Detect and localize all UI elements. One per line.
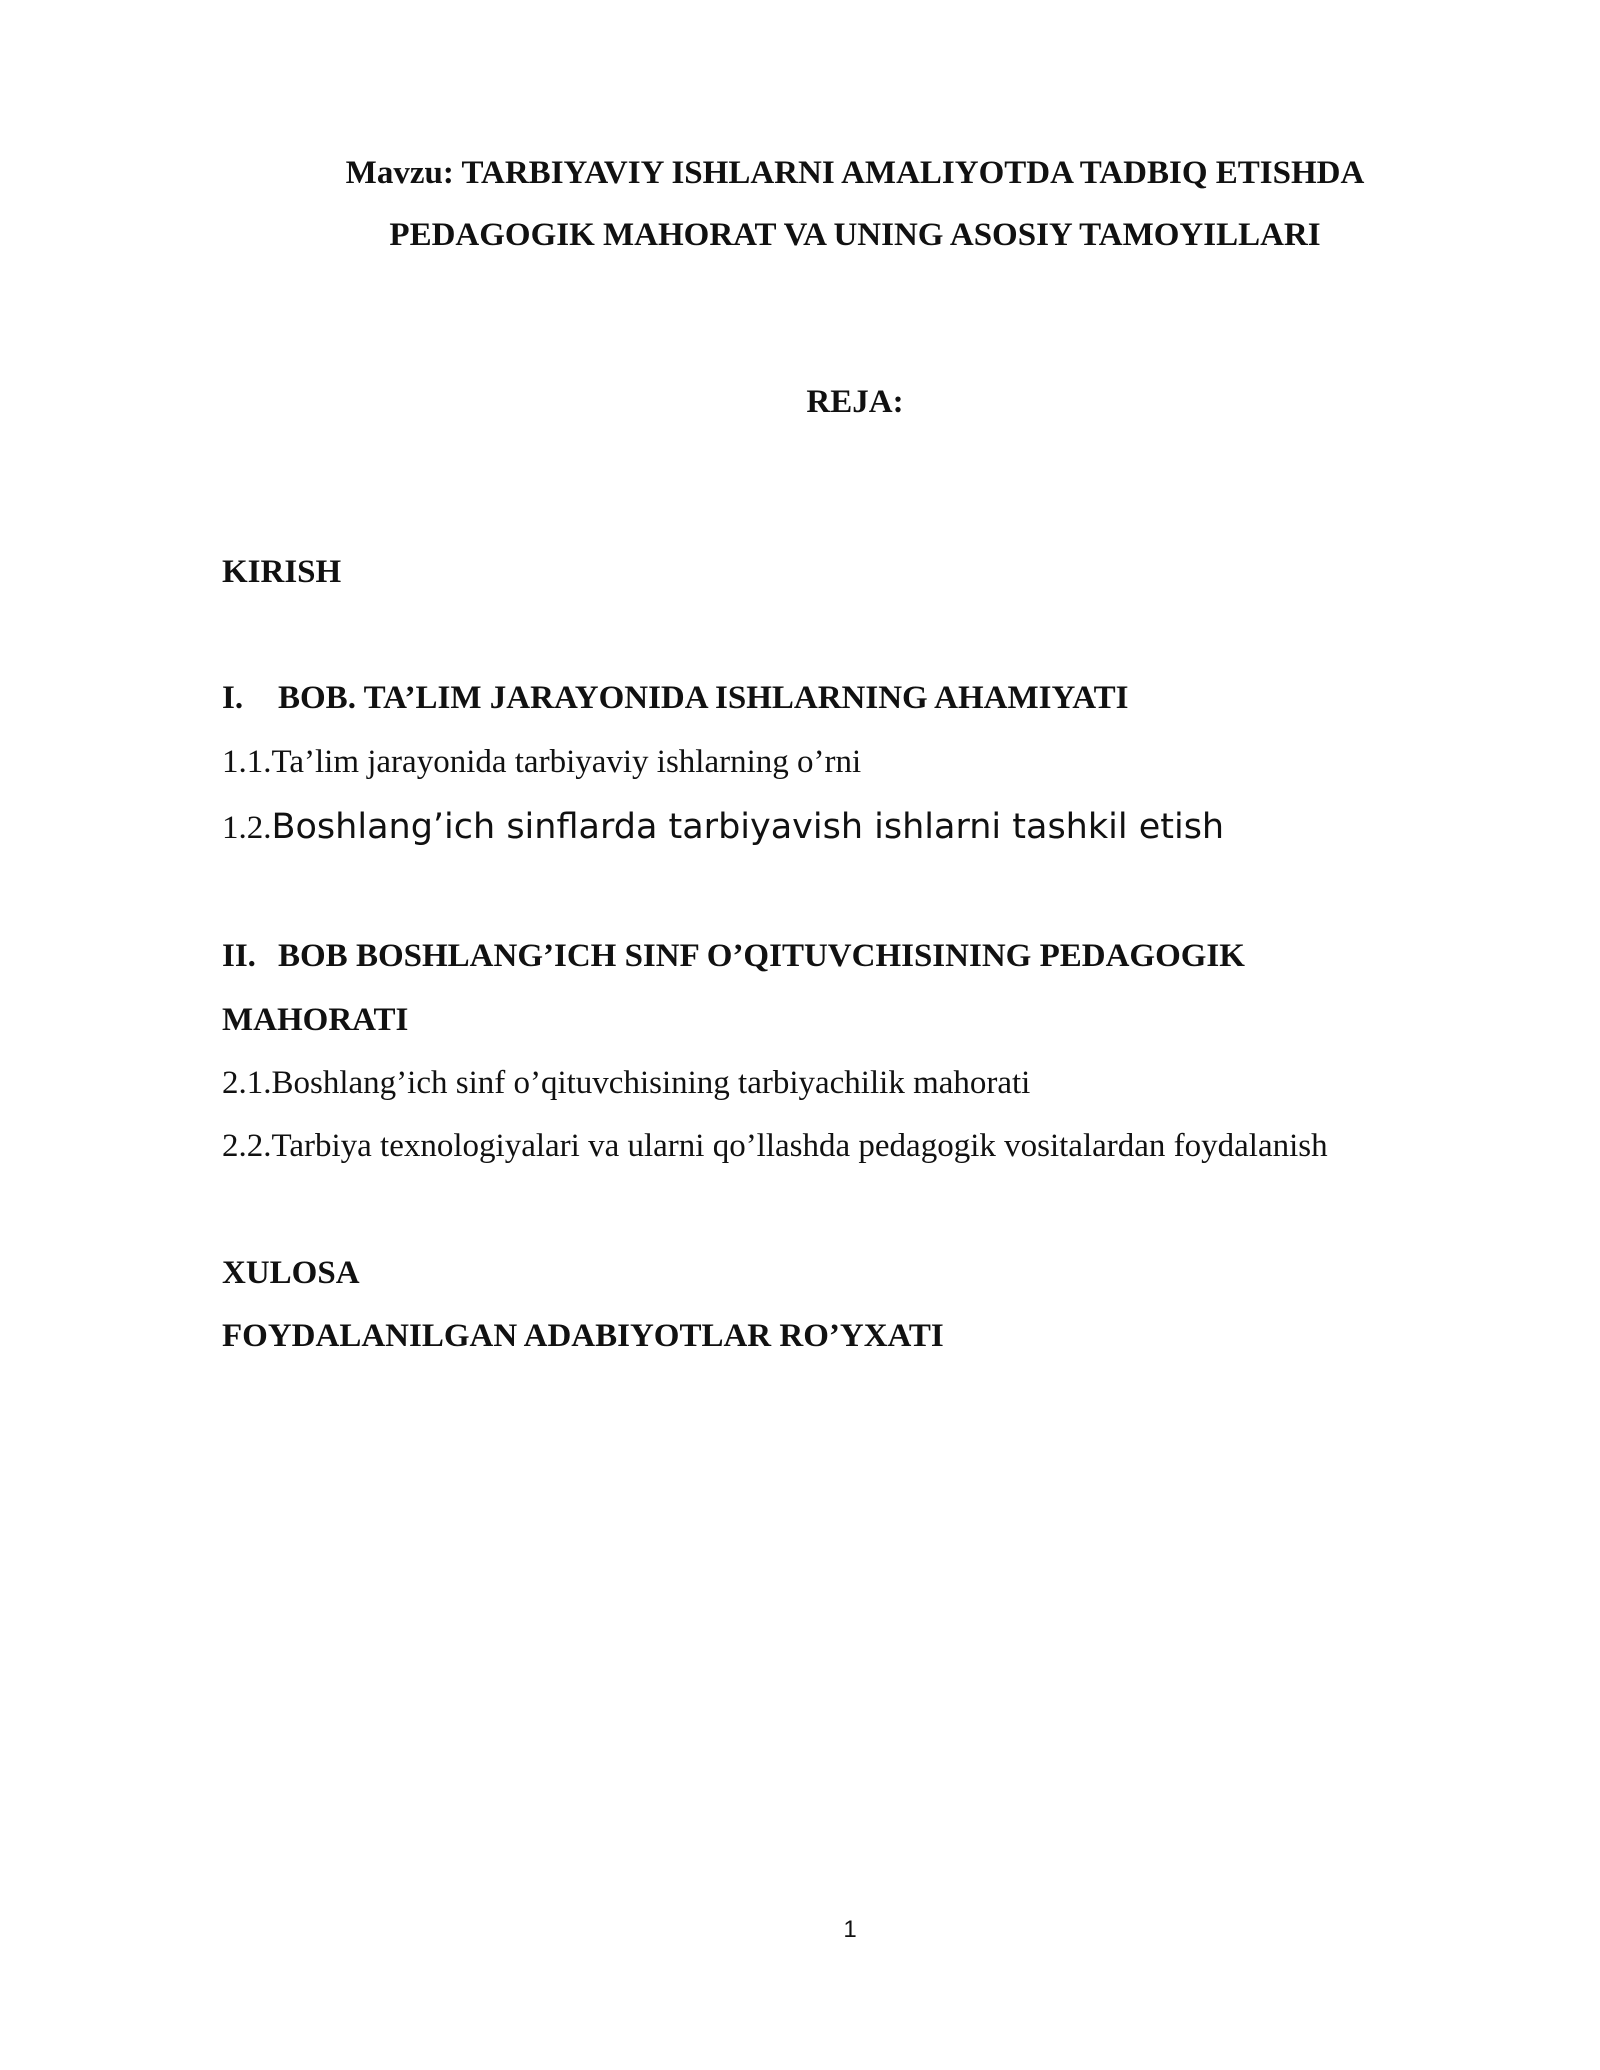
- toc-item-2-1: [222, 1053, 1030, 1113]
- conclusion-heading: XULOSA: [222, 1255, 360, 1291]
- toc-item-text: Tarbiya texnologiyalari va ularni qo’llashda pedagogik vositalardan foydalanish: [271, 1128, 1328, 1164]
- title-line-1: Mavzu: TARBIYAVIY ISHLARNI AMALIYOTDA TADBIQ ETISHDA: [345, 155, 1365, 191]
- intro-heading: KIRISH: [222, 554, 342, 590]
- plan-heading: REJA:: [806, 384, 904, 420]
- chapter-1-title: BOB. TA’LIM JARAYONIDA ISHLARNING AHAMIYATI: [278, 680, 1129, 716]
- toc-item-number: 1.2.: [222, 810, 272, 846]
- chapter-2-heading: [222, 926, 1245, 986]
- toc-item-number: 2.2.: [222, 1128, 272, 1164]
- toc-item-number: 2.1.: [222, 1065, 272, 1101]
- toc-item-number: 1.1.: [222, 744, 272, 780]
- toc-item-text: Boshlang’ich sinflarda tarbiyavish ishlarni tashkil etish: [271, 807, 1225, 847]
- toc-item-text: Boshlang’ich sinf o’qituvchisining tarbiyachilik mahorati: [271, 1065, 1031, 1101]
- chapter-1-heading: [222, 668, 1129, 728]
- chapter-1-numeral: I.: [222, 680, 244, 716]
- title-line-2: PEDAGOGIK MAHORAT VA UNING ASOSIY TAMOYILLARI: [389, 217, 1321, 253]
- page-number: 1: [843, 1916, 857, 1943]
- references-heading: FOYDALANILGAN ADABIYOTLAR RO’YXATI: [222, 1318, 944, 1354]
- toc-item-1-1: [222, 732, 861, 792]
- chapter-2-title: BOB BOSHLANG’ICH SINF O’QITUVCHISINING PEDAGOGIK: [278, 938, 1245, 974]
- document-title: [200, 142, 1510, 266]
- chapter-2-heading-continued: MAHORATI: [222, 1002, 409, 1038]
- toc-item-1-2: [222, 797, 1224, 858]
- toc-item-text: Ta’lim jarayonida tarbiyaviy ishlarning o’rni: [271, 744, 862, 780]
- toc-item-2-2: [222, 1116, 1328, 1176]
- chapter-2-numeral: II.: [222, 938, 256, 974]
